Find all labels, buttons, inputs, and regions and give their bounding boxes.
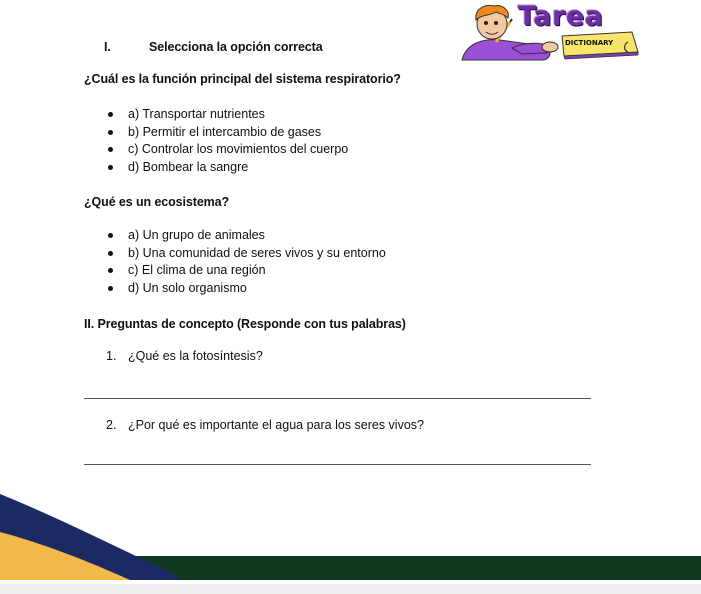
bullet-icon: [108, 165, 113, 170]
bullet-icon: [108, 112, 113, 117]
option-label: c) El clima de una región: [128, 263, 266, 277]
logo-title: Tarea: [518, 1, 604, 32]
bullet-icon: [108, 268, 113, 273]
option-label: b) Una comunidad de seres vivos y su entorno: [128, 245, 386, 260]
option-item[interactable]: [108, 159, 348, 177]
option-label: d) Bombear la sangre: [128, 159, 249, 174]
option-label: a) Un grupo de animales: [128, 228, 265, 242]
question-2-title: ¿Qué es un ecosistema?: [84, 195, 230, 209]
option-item[interactable]: [108, 280, 386, 298]
option-label: c) Controlar los movimientos del cuerpo: [128, 142, 349, 156]
concept-question-text: ¿Por qué es importante el agua para los seres vivos?: [128, 418, 424, 432]
section-1-title: Selecciona la opción correcta: [149, 40, 323, 54]
option-item[interactable]: [108, 141, 348, 159]
option-item[interactable]: [108, 227, 386, 245]
question-2-options: [108, 227, 386, 297]
option-item[interactable]: [108, 245, 386, 263]
bullet-icon: [108, 147, 113, 152]
option-item[interactable]: [108, 262, 386, 280]
bullet-icon: [108, 233, 113, 238]
option-label: b) Permitir el intercambio de gases: [128, 124, 322, 139]
answer-line-1[interactable]: [84, 398, 591, 399]
footer-bottom-strip: [0, 584, 701, 594]
bullet-icon: [108, 286, 113, 291]
section-2-title: II. Preguntas de concepto (Responde con tus palabras): [84, 317, 406, 331]
concept-question-number: 1.: [106, 349, 117, 363]
concept-question-2: [106, 417, 424, 433]
option-label: d) Un solo organismo: [128, 280, 247, 295]
option-item[interactable]: [108, 124, 348, 142]
option-label: a) Transportar nutrientes: [128, 107, 265, 121]
question-1-title: ¿Cuál es la función principal del sistema respiratorio?: [84, 72, 401, 86]
question-1-options: [108, 106, 348, 176]
concept-question-number: 2.: [106, 418, 117, 432]
bullet-icon: [108, 130, 113, 135]
section-1-number: I.: [104, 40, 111, 54]
concept-question-text: ¿Qué es la fotosíntesis?: [128, 349, 263, 363]
logo-dictionary-label: DICTIONARY: [565, 39, 614, 47]
option-item[interactable]: [108, 106, 348, 124]
concept-question-1: [106, 348, 263, 364]
answer-line-2[interactable]: [84, 464, 591, 465]
bullet-icon: [108, 251, 113, 256]
decorative-footer: [0, 470, 701, 594]
